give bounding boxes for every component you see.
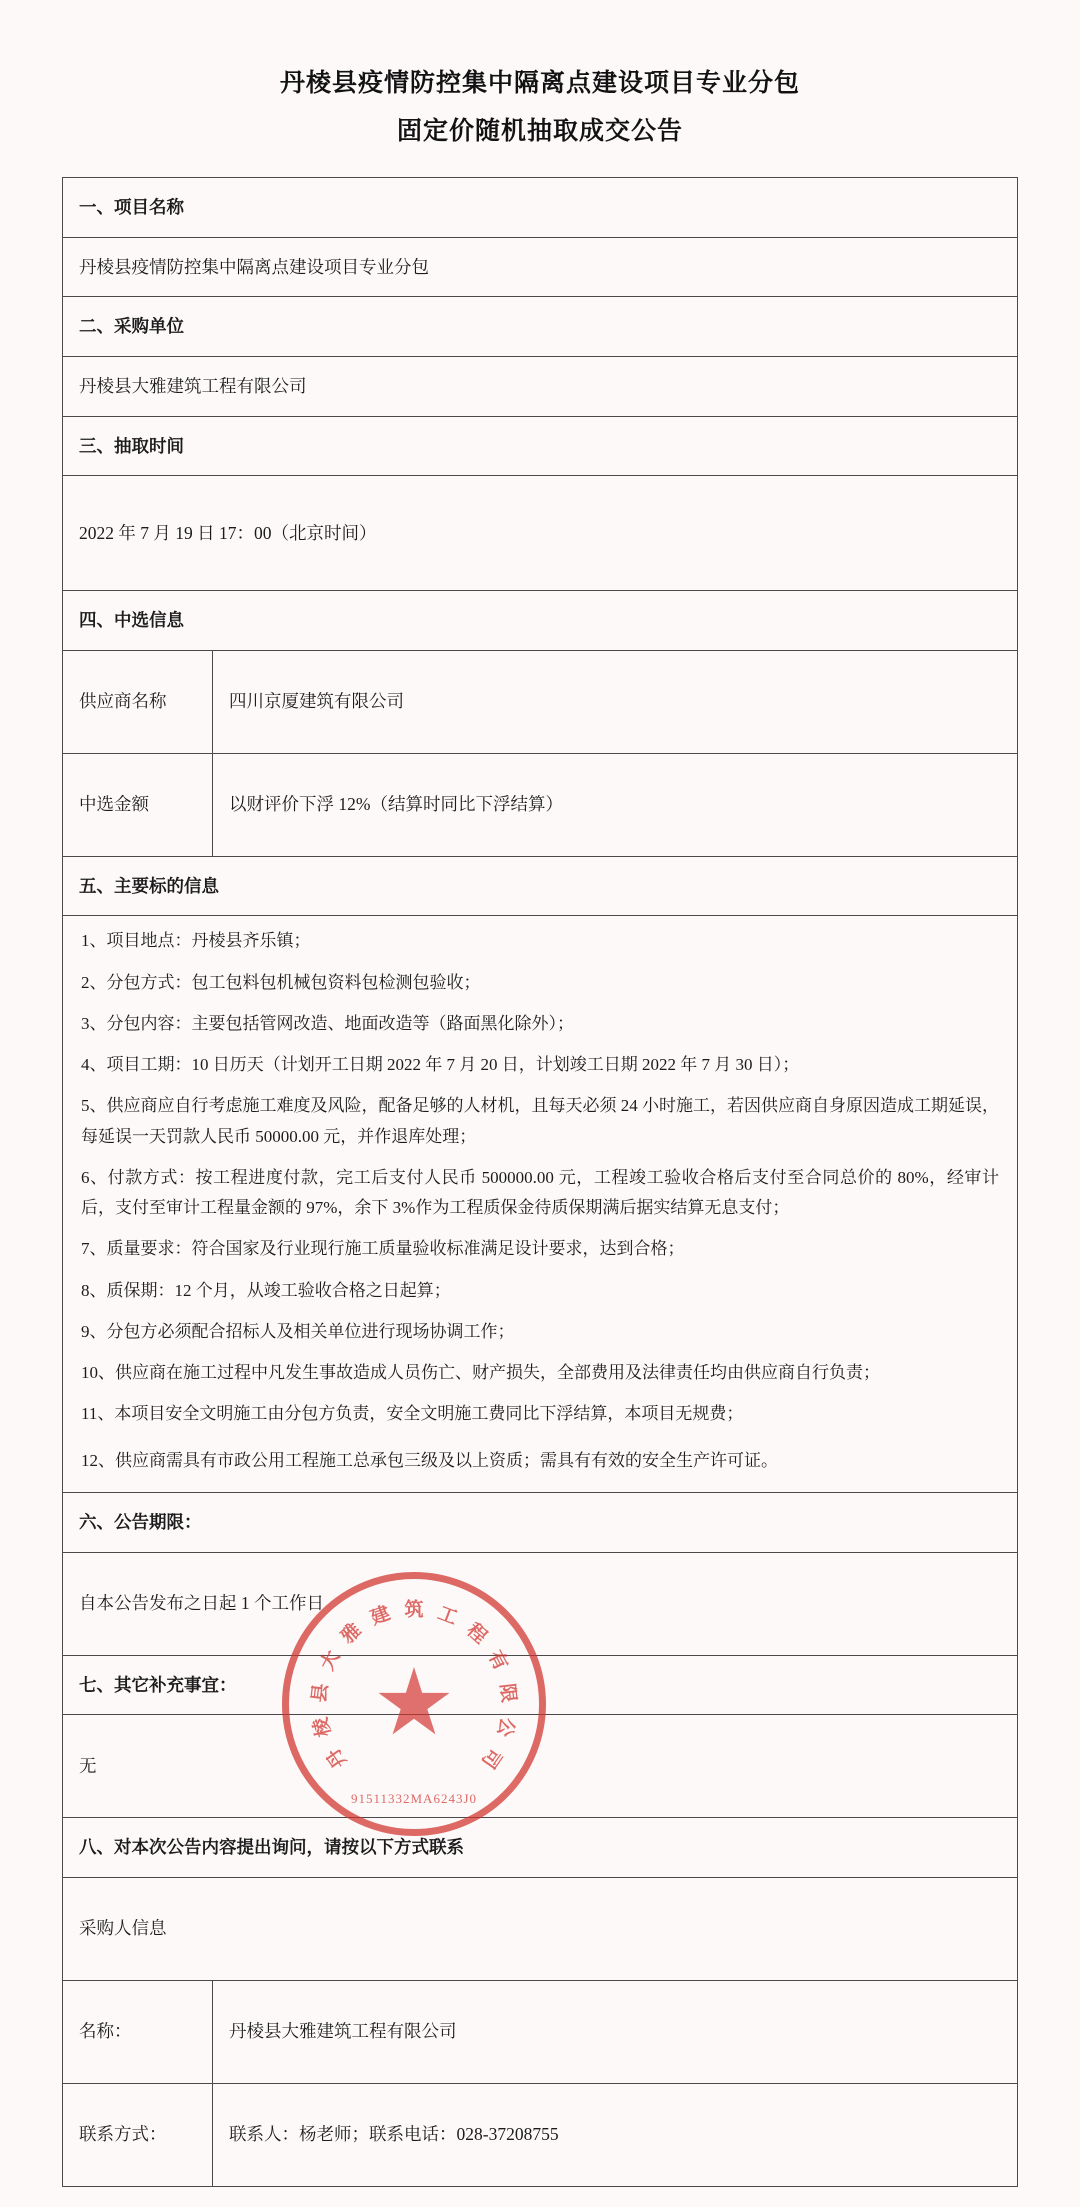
list-item: 9、分包方必须配合招标人及相关单位进行现场协调工作； [81, 1321, 515, 1341]
section-4-heading: 四、中选信息 [63, 591, 1018, 651]
purchaser-name-value: 丹棱县大雅建筑工程有限公司 [213, 1980, 1018, 2083]
list-item: 8、质保期：12 个月，从竣工验收合格之日起算； [81, 1280, 451, 1300]
table-row [63, 178, 1018, 238]
table-row [63, 2083, 1018, 2186]
table-row [63, 297, 1018, 357]
list-item: 2、分包方式：包工包料包机械包资料包检测包验收； [81, 972, 481, 992]
draw-time-value: 2022 年 7 月 19 日 17：00（北京时间） [63, 476, 1018, 591]
table-row [63, 1877, 1018, 1980]
table-row [63, 416, 1018, 476]
list-item: 1、项目地点：丹棱县齐乐镇； [81, 931, 311, 951]
table-row [63, 1492, 1018, 1552]
table-row [63, 650, 1018, 753]
supplier-name-label: 供应商名称 [63, 650, 213, 753]
list-item: 7、质量要求：符合国家及行业现行施工质量验收标准满足设计要求，达到合格； [81, 1239, 685, 1259]
list-item: 5、供应商应自行考虑施工难度及风险，配备足够的人材机，且每天必须 24 小时施工，若因供应商自身原因造成工期延误，每延误一天罚款人民币 50000.00 元，并作退库处理； [81, 1096, 999, 1146]
list-item: 4、项目工期：10 日历天（计划开工日期 2022 年 7 月 20 日，计划竣工日期 2022 年 7 月 30 日）； [81, 1055, 800, 1075]
table-row [63, 753, 1018, 856]
list-item: 3、分包内容：主要包括管网改造、地面改造等（路面黑化除外）； [81, 1013, 574, 1033]
section-2-heading: 二、采购单位 [63, 297, 1018, 357]
purchaser-name-label: 名称： [63, 1980, 213, 2083]
page-title [62, 60, 1018, 155]
purchaser-info-subheading: 采购人信息 [63, 1877, 1018, 1980]
list-item: 11、本项目安全文明施工由分包方负责，安全文明施工费同比下浮结算，本项目无规费； [81, 1404, 744, 1424]
table-row [63, 237, 1018, 297]
section-1-heading: 一、项目名称 [63, 178, 1018, 238]
table-row [63, 856, 1018, 916]
table-row [63, 1715, 1018, 1818]
table-row [63, 356, 1018, 416]
table-row [63, 916, 1018, 1493]
contact-method-label: 联系方式： [63, 2083, 213, 2186]
announcement-table [62, 177, 1018, 2187]
table-row [63, 1655, 1018, 1715]
seal-code-text: 91511332MA6243J0 [350, 1791, 478, 1806]
supplier-name-value: 四川京厦建筑有限公司 [213, 650, 1018, 753]
winning-amount-label: 中选金额 [63, 753, 213, 856]
table-row [63, 1552, 1018, 1655]
announcement-period-value: 自本公告发布之日起 1 个工作日 [63, 1552, 1018, 1655]
table-row [63, 591, 1018, 651]
list-item: 12、供应商需具有市政公用工程施工总承包三级及以上资质；需具有有效的安全生产许可证。 [81, 1450, 778, 1470]
title-line-1: 丹棱县疫情防控集中隔离点建设项目专业分包 [279, 70, 800, 97]
table-row [63, 476, 1018, 591]
winning-amount-value: 以财评价下浮 12%（结算时同比下浮结算） [213, 753, 1018, 856]
main-subject-info [63, 916, 1018, 1493]
seal-ring-text: 丹 棱 县 大 雅 建 筑 工 程 有 限 公 司 [309, 1599, 519, 1772]
list-item: 6、付款方式：按工程进度付款，完工后支付人民币 500000.00 元，工程竣工验收合格后支付至合同总价的 80%，经审计后，支付至审计工程量金额的 97%，余下 3%作为工程质保金待质保期满后据实结算无息支付； [81, 1167, 999, 1218]
section-8-heading: 八、对本次公告内容提出询问，请按以下方式联系 [63, 1818, 1018, 1878]
section-7-heading: 七、其它补充事宜： [63, 1655, 1018, 1715]
purchasing-unit-value: 丹棱县大雅建筑工程有限公司 [63, 356, 1018, 416]
section-3-heading: 三、抽取时间 [63, 416, 1018, 476]
section-6-heading: 六、公告期限： [63, 1492, 1018, 1552]
project-name-value: 丹棱县疫情防控集中隔离点建设项目专业分包 [63, 237, 1018, 297]
section-5-heading: 五、主要标的信息 [63, 856, 1018, 916]
contact-method-value: 联系人：杨老师；联系电话：028-37208755 [213, 2083, 1018, 2186]
list-item: 10、供应商在施工过程中凡发生事故造成人员伤亡、财产损失，全部费用及法律责任均由供应商自行负责； [81, 1363, 880, 1383]
title-line-2: 固定价随机抽取成交公告 [396, 117, 683, 145]
other-matters-value: 无 [63, 1715, 1018, 1818]
table-row [63, 1818, 1018, 1878]
table-row [63, 1980, 1018, 2083]
